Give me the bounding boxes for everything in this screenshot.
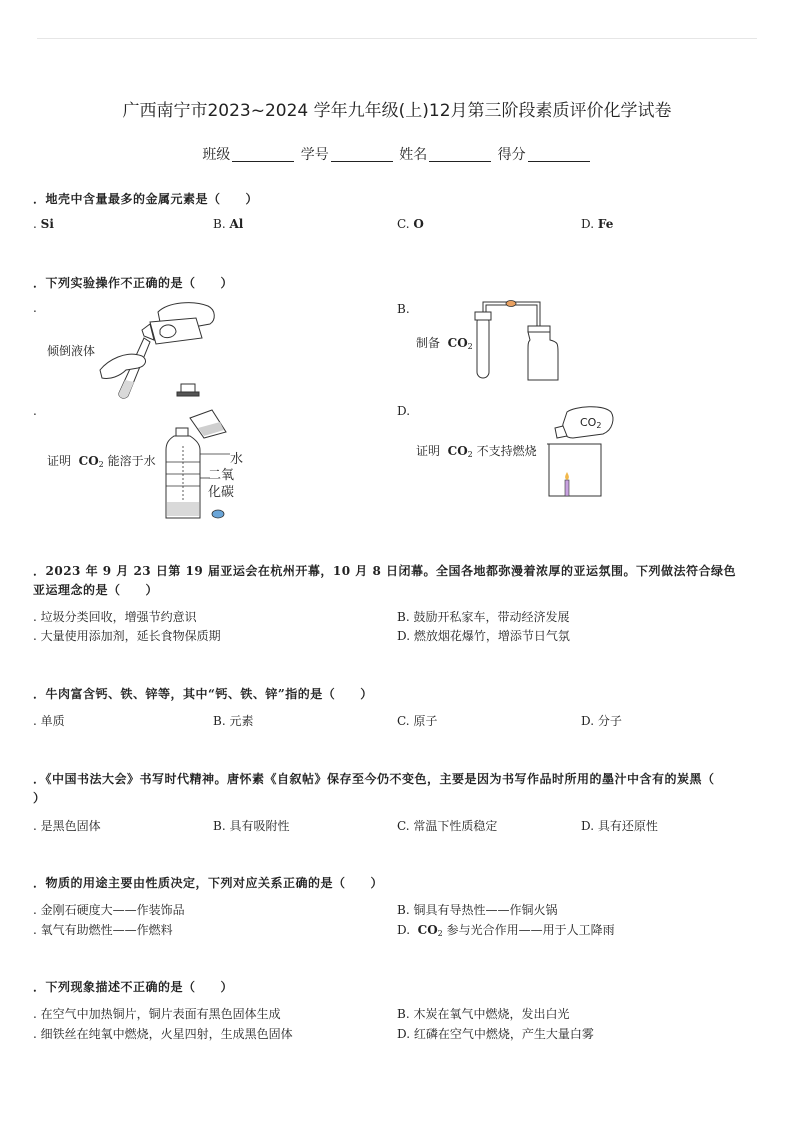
- figure-label-co2-bottle: $CO_2$: [580, 416, 602, 430]
- q5-option-a[interactable]: . 是黑色固体: [33, 819, 101, 833]
- q3-option-a[interactable]: . 垃圾分类回收，增强节约意识: [33, 610, 197, 624]
- q2-option-c-text: 证明 $CO_2$ 能溶于水: [47, 454, 156, 469]
- q3-option-d[interactable]: D. 燃放烟花爆竹，增添节日气氛: [397, 629, 570, 643]
- field-score-label: 得分: [497, 147, 526, 163]
- q2-option-d-text: 证明 $CO_2$ 不支持燃烧: [416, 444, 537, 459]
- q1-option-c[interactable]: C. O: [397, 217, 424, 231]
- q4-option-a[interactable]: . 单质: [33, 714, 65, 728]
- q6-option-a[interactable]: . 金刚石硬度大——作装饰品: [33, 903, 185, 917]
- q2-option-a-letter[interactable]: .: [33, 301, 37, 315]
- q7-option-c[interactable]: . 细铁丝在纯氧中燃烧，火星四射，生成黑色固体: [33, 1027, 293, 1041]
- q3-option-b[interactable]: B. 鼓励开私家车，带动经济发展: [397, 610, 570, 624]
- co2-preparation-figure: [470, 296, 565, 386]
- field-id-label: 学号: [300, 147, 329, 163]
- q7-option-d[interactable]: D. 红磷在空气中燃烧，产生大量白雾: [397, 1027, 594, 1041]
- q5-option-d[interactable]: D. 具有还原性: [581, 819, 658, 833]
- q3-option-c[interactable]: . 大量使用添加剂，延长食物保质期: [33, 629, 221, 643]
- q2-option-b-text: 制备 $CO_2$: [416, 336, 473, 351]
- q6-option-d[interactable]: D. $CO_2$ 参与光合作用——用于人工降雨: [397, 923, 615, 938]
- q2-option-b-letter[interactable]: B.: [397, 302, 410, 316]
- q1-option-b[interactable]: B. Al: [213, 217, 244, 231]
- student-info-line: [0, 144, 794, 164]
- field-score-blank[interactable]: [528, 147, 590, 162]
- figure-label-co2-line1: 二氧: [208, 468, 235, 483]
- pouring-liquid-figure: [98, 300, 223, 400]
- q2-option-c-letter[interactable]: .: [33, 404, 37, 418]
- q5-option-c[interactable]: C. 常温下性质稳定: [397, 819, 498, 833]
- field-name-label: 姓名: [399, 147, 428, 163]
- question-4-stem: ．牛肉富含钙、铁、锌等，其中“钙、铁、锌”指的是（ ）: [33, 687, 373, 701]
- field-class-blank[interactable]: [232, 147, 294, 162]
- q6-option-c[interactable]: . 氧气有助燃性——作燃料: [33, 923, 173, 937]
- field-class-label: 班级: [202, 147, 231, 163]
- figure-label-water: 水: [230, 452, 244, 467]
- q5-option-b[interactable]: B. 具有吸附性: [213, 819, 290, 833]
- question-3-stem-line1: ．2023 年 9 月 23 日第 19 届亚运会在杭州开幕，10 月 8 日闭幕。全国各地都弥漫着浓厚的亚运氛围。下列做法符合绿色: [33, 564, 736, 578]
- q2-option-d-letter[interactable]: D.: [397, 404, 411, 418]
- page-title: 广西南宁市2023~2024 学年九年级(上)12月第三阶段素质评价化学试卷: [122, 101, 672, 121]
- q7-option-b[interactable]: B. 木炭在氧气中燃烧，发出白光: [397, 1007, 570, 1021]
- question-7-stem: ．下列现象描述不正确的是（ ）: [33, 980, 234, 994]
- q7-option-a[interactable]: . 在空气中加热铜片，铜片表面有黑色固体生成: [33, 1007, 281, 1021]
- field-name-blank[interactable]: [429, 147, 491, 162]
- q4-option-d[interactable]: D. 分子: [581, 714, 622, 728]
- q1-option-a[interactable]: . Si: [33, 217, 54, 231]
- question-3-stem-line2: 亚运理念的是（ ）: [33, 583, 159, 597]
- question-1-stem: ．地壳中含量最多的金属元素是（ ）: [33, 192, 259, 206]
- top-divider: [37, 38, 757, 39]
- q4-option-c[interactable]: C. 原子: [397, 714, 438, 728]
- q1-option-d[interactable]: D. Fe: [581, 217, 614, 231]
- figure-label-co2-line2: 化碳: [208, 485, 235, 500]
- q6-option-b[interactable]: B. 铜具有导热性——作铜火锅: [397, 903, 558, 917]
- question-6-stem: ．物质的用途主要由性质决定，下列对应关系正确的是（ ）: [33, 876, 384, 890]
- q2-option-a-text: 倾倒液体: [47, 344, 96, 358]
- q4-option-b[interactable]: B. 元素: [213, 714, 254, 728]
- question-2-stem: ．下列实验操作不正确的是（ ）: [33, 276, 234, 290]
- field-id-blank[interactable]: [331, 147, 393, 162]
- question-5-stem-line2: ）: [33, 791, 46, 805]
- question-5-stem-line1: ．《中国书法大会》书写时代精神。唐怀素《自叙帖》保存至今仍不变色，主要是因为书写作品时所用的墨汁中含有的炭黑（: [33, 772, 715, 786]
